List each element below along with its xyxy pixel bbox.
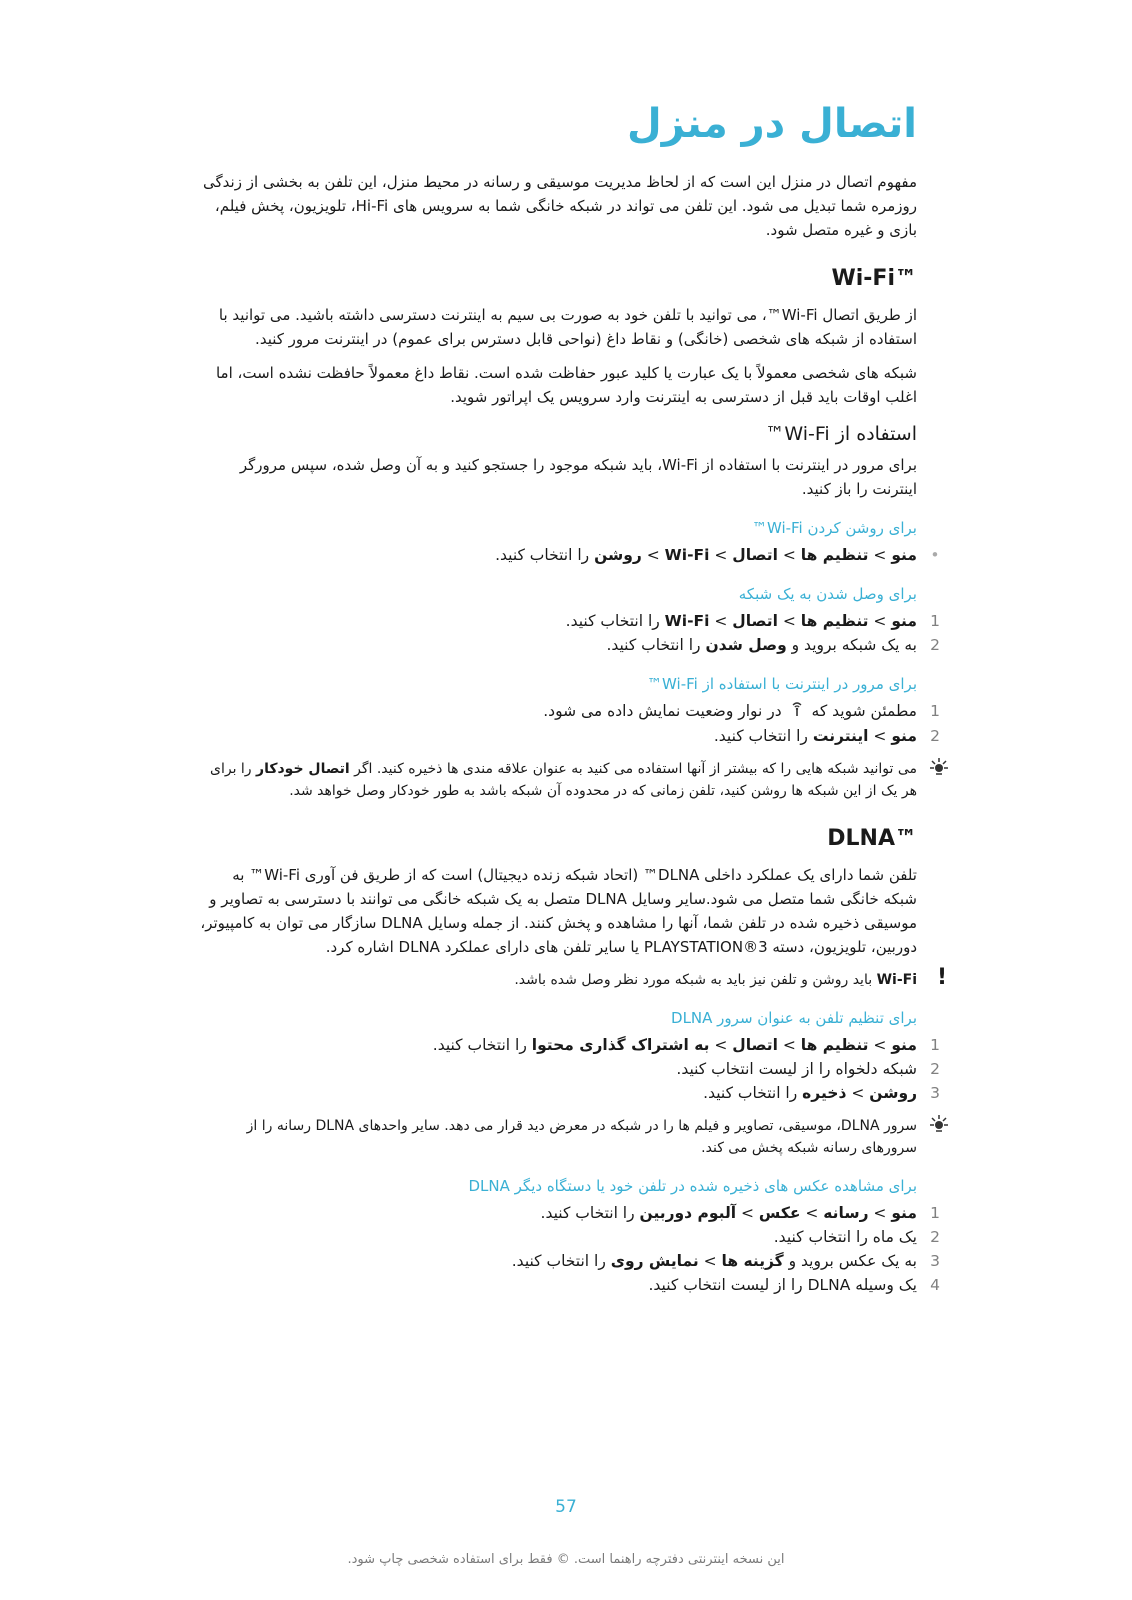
dlna-paragraph: تلفن شما دارای یک عملکرد داخلی DLNA™ (اتحاد شبکه زنده دیجیتال) است که از طریق فن آوری Wi-Fi™ به شبکه خانگی شما متصل می شود.سایر وسایل DLNA متصل به یک شبکه خانگی می توانند با دسترسی به تصاویر و موسیقی ذخیره شده در تلفن شما، آنها را مشاهده و پخش کنند. از جمله وسایل DLNA سازگار می توان به کامپیوتر، دوربین، تلویزیون، دسته PLAYSTATION®3 یا سایر تلفن های دارای عملکرد DLNA اشاره کرد. — [200, 865, 917, 956]
lightbulb-icon — [927, 756, 951, 780]
path-separator: > — [868, 1203, 892, 1222]
use-wifi-paragraph: برای مرور در اینترنت با استفاده از Wi-Fi، باید شبکه موجود را جستجو کنید و به آن وصل شده، سپس مرورگر اینترنت را باز کنید. — [239, 456, 917, 498]
menu-path-item: اتصال — [732, 546, 778, 564]
dlna-heading: DLNA™ — [827, 825, 917, 851]
step-text: یک وسیله DLNA را از لیست انتخاب کنید. — [648, 1275, 917, 1294]
step-text: را انتخاب کنید. — [713, 726, 813, 745]
dlna-server-heading: برای تنظیم تلفن به عنوان سرور DLNA — [671, 1008, 917, 1027]
tip-text: می توانید شبکه هایی را که بیشتر از آنها استفاده می کنید به عنوان علاقه مندی ها ذخیره کنید. اگر — [349, 760, 917, 777]
warning-text: باید روشن و تلفن نیز باید به شبکه مورد نظر وصل شده باشد. — [514, 971, 877, 988]
list-item — [197, 724, 940, 748]
menu-path-item: تنظیم ها — [800, 1035, 869, 1054]
wifi-paragraph-2: شبکه های شخصی معمولاً با یک عبارت یا کلید عبور حفاظت شده است. نقاط داغ معمولاً حافظت نشده است، اما اغلب اوقات باید قبل از دسترسی به اینترنت وارد سرویس یک اپراتور شوید. — [215, 364, 917, 406]
menu-path-item: منو — [891, 1203, 917, 1222]
menu-path-item: منو — [891, 546, 917, 564]
menu-path-item: نمایش روی — [610, 1251, 699, 1270]
lightbulb-icon — [927, 1113, 951, 1137]
list-item — [197, 1225, 940, 1249]
step-text: در نوار وضعیت نمایش داده می شود. — [543, 702, 782, 720]
menu-path-item: گزینه ها — [721, 1251, 784, 1270]
step-number: 1 — [930, 612, 940, 630]
menu-path-item: Wi-Fi — [664, 546, 710, 564]
path-separator: > — [709, 1035, 733, 1054]
menu-path-item: Wi-Fi — [664, 612, 710, 630]
step-text: را انتخاب کنید. — [606, 636, 706, 654]
step-text: را انتخاب کنید. — [565, 612, 665, 630]
step-number: 1 — [930, 702, 940, 720]
menu-path-item: ذخیره — [802, 1083, 847, 1102]
step-text: را انتخاب کنید. — [540, 1203, 640, 1222]
tip-favorites — [197, 758, 917, 802]
tip-bold: اتصال خودکار — [256, 760, 350, 777]
path-separator: > — [777, 1035, 801, 1054]
connect-network-heading: برای وصل شدن به یک شبکه — [738, 585, 917, 603]
browse-wifi-heading: برای مرور در اینترنت با استفاده از Wi-Fi™ — [647, 675, 917, 693]
list-item — [197, 1273, 940, 1297]
page-title: اتصال در منزل — [627, 101, 917, 147]
use-wifi-heading: استفاده از Wi-Fi™ — [765, 423, 917, 445]
tip-text: سرور DLNA، موسیقی، تصاویر و فیلم ها را در شبکه در معرض دید قرار می دهد. سایر واحدهای DLNA رسانه را از سرورهای رسانه شبکه پخش می کند. — [246, 1117, 917, 1156]
step-number: 4 — [930, 1275, 940, 1294]
path-separator: > — [868, 1035, 892, 1054]
path-separator: > — [868, 726, 892, 745]
menu-path-item: عکس — [758, 1203, 801, 1222]
list-item — [197, 609, 940, 633]
page-content — [197, 100, 947, 1297]
menu-path-item: به اشتراک گذاری محتوا — [531, 1035, 710, 1054]
menu-path-item: وصل شدن — [705, 636, 787, 654]
tip-text: را برای هر یک از این شبکه ها روشن کنید، تلفن زمانی که در محدوده آن شبکه باشد به طور خودکار وصل خواهد شد. — [210, 760, 917, 799]
turn-on-wifi-heading: برای روشن کردن Wi-Fi™ — [751, 519, 917, 537]
step-number: 2 — [930, 726, 940, 745]
menu-path-item: اینترنت — [812, 726, 869, 745]
warning-bold: Wi-Fi — [876, 971, 917, 988]
path-separator: > — [736, 1203, 759, 1222]
menu-path-item: منو — [891, 1035, 917, 1054]
list-item — [197, 1033, 940, 1057]
step-number: 1 — [930, 1035, 940, 1054]
step-number: 3 — [930, 1083, 940, 1102]
path-separator: > — [868, 546, 892, 564]
step-text: را انتخاب کنید. — [703, 1083, 803, 1102]
step-text: یک ماه را انتخاب کنید. — [773, 1227, 917, 1246]
menu-path-item: اتصال — [732, 612, 778, 630]
path-separator: > — [698, 1251, 722, 1270]
list-item — [197, 1081, 940, 1105]
step-text: را انتخاب کنید. — [432, 1035, 532, 1054]
menu-path-item: منو — [891, 612, 917, 630]
dlna-view-steps — [197, 1201, 940, 1297]
step-text: را انتخاب کنید. — [495, 546, 595, 564]
step-text: شبکه دلخواه را از لیست انتخاب کنید. — [676, 1059, 917, 1078]
menu-path-item: روشن — [869, 1083, 917, 1102]
list-item — [197, 1201, 940, 1225]
path-separator: > — [777, 612, 801, 630]
path-separator: > — [641, 546, 665, 564]
step-text: به یک شبکه بروید و — [786, 636, 917, 654]
path-separator: > — [709, 546, 733, 564]
menu-path-item: منو — [891, 726, 917, 745]
list-item — [197, 543, 940, 567]
path-separator: > — [846, 1083, 870, 1102]
step-text: به یک عکس بروید و — [783, 1251, 917, 1270]
list-item — [197, 699, 940, 724]
turn-on-wifi-steps — [197, 543, 940, 567]
menu-path-item: رسانه — [823, 1203, 869, 1222]
menu-path-item: روشن — [594, 546, 642, 564]
path-separator: > — [777, 546, 801, 564]
step-number: 1 — [930, 1203, 940, 1222]
path-separator: > — [800, 1203, 824, 1222]
step-number: 2 — [930, 1059, 940, 1078]
path-separator: > — [868, 612, 892, 630]
page-number: 57 — [555, 1497, 577, 1517]
dlna-view-heading: برای مشاهده عکس های ذخیره شده در تلفن خود یا دستگاه دیگر DLNA — [468, 1176, 917, 1195]
wifi-signal-icon — [790, 700, 804, 724]
wifi-paragraph-1: از طریق اتصال Wi-Fi™، می توانید با تلفن خود به صورت بی سیم به اینترنت دسترسی داشته باشید. می توانید با استفاده از شبکه های شخصی (خانگی) و نقاط داغ (نواحی قابل دسترس برای عموم) در اینترنت مرور کنید. — [218, 306, 917, 348]
exclamation-icon: ! — [936, 964, 947, 990]
menu-path-item: تنظیم ها — [800, 546, 869, 564]
footer-note: این نسخه اینترنتی دفترچه راهنما است. © فقط برای استفاده شخصی چاپ شود. — [347, 1552, 785, 1567]
list-item — [197, 1057, 940, 1081]
step-text: را انتخاب کنید. — [511, 1251, 611, 1270]
list-item — [197, 633, 940, 657]
menu-path-item: اتصال — [732, 1035, 778, 1054]
bullet-marker: • — [930, 546, 940, 564]
connect-network-steps — [197, 609, 940, 657]
list-item — [197, 1249, 940, 1273]
path-separator: > — [709, 612, 733, 630]
browse-wifi-steps — [197, 699, 940, 748]
step-text: مطمئن شوید که — [811, 702, 917, 720]
menu-path-item: آلبوم دوربین — [639, 1203, 737, 1222]
step-number: 3 — [930, 1251, 940, 1270]
tip-dlna-server — [197, 1115, 917, 1159]
step-number: 2 — [930, 636, 940, 654]
intro-paragraph: مفهوم اتصال در منزل این است که از لحاظ مدیریت موسیقی و رسانه در محیط منزل، این تلفن به بخشی از زندگی روزمره شما تبدیل می شود. این تلفن می تواند در شبکه خانگی شما به سرویس های Hi-Fi، تلویزیون، پخش فیلم، بازی و غیره متصل شود. — [203, 173, 917, 239]
dlna-server-steps — [197, 1033, 940, 1105]
menu-path-item: تنظیم ها — [800, 612, 869, 630]
step-number: 2 — [930, 1227, 940, 1246]
dlna-warning — [197, 964, 947, 991]
wifi-heading: Wi-Fi™ — [831, 266, 917, 291]
